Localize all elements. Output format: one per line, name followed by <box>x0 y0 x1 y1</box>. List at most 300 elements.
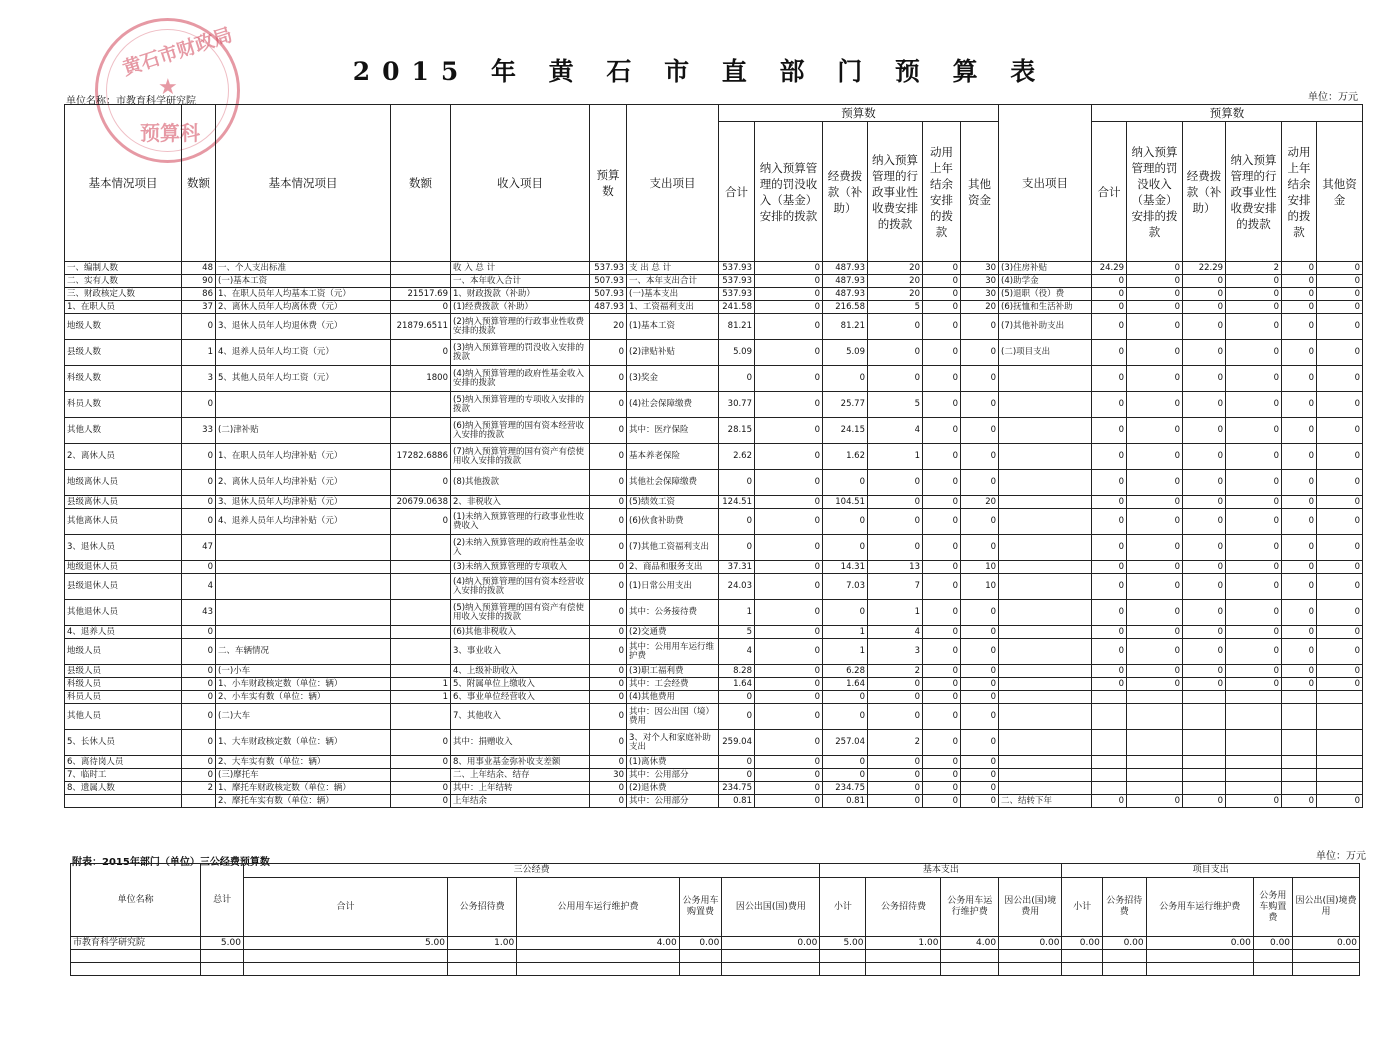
table-cell: 0 <box>961 600 999 626</box>
table-cell: 0.81 <box>823 795 868 808</box>
table-cell: 0 <box>923 392 961 418</box>
table-cell: 一、本年收入合计 <box>451 275 590 288</box>
table-row <box>65 288 1363 301</box>
table-cell: (6)抚恤和生活补助 <box>999 301 1092 314</box>
table-cell: 0 <box>868 340 923 366</box>
header-total-2: 合计 <box>1092 122 1127 262</box>
table-row <box>65 418 1363 444</box>
table-cell: (3)纳入预算管理的罚没收入安排的拨款 <box>451 340 590 366</box>
table-cell: 7.03 <box>823 574 868 600</box>
annex-header-project-vehicle-purchase: 公务用车购置费 <box>1253 878 1292 937</box>
table-cell: 二、上年结余、结存 <box>451 769 590 782</box>
seal-top-text: 黄石市财政局 <box>119 23 236 81</box>
table-cell: 487.93 <box>823 275 868 288</box>
table-cell: 124.51 <box>719 496 755 509</box>
table-cell: 0 <box>590 418 627 444</box>
table-cell: (2)退休费 <box>627 782 719 795</box>
annex-cell <box>866 963 941 976</box>
table-cell: 0 <box>1317 275 1363 288</box>
table-cell <box>216 392 391 418</box>
table-cell: 科级人数 <box>65 366 182 392</box>
main-budget-table <box>64 104 1363 808</box>
table-cell: 其他人数 <box>65 418 182 444</box>
annex-cell: 0.00 <box>679 937 722 950</box>
table-cell: 二、结转下年 <box>999 795 1092 808</box>
table-cell: 3、退休人员年人均退休费（元） <box>216 314 391 340</box>
table-cell: 22.29 <box>1183 262 1226 275</box>
table-cell: 33 <box>182 418 216 444</box>
header-amount: 数额 <box>391 105 451 262</box>
table-cell: 0 <box>1226 301 1282 314</box>
table-cell: 0 <box>823 470 868 496</box>
table-cell: 0 <box>1183 418 1226 444</box>
table-cell: 0 <box>1183 444 1226 470</box>
table-cell: 1、在职人员年人均基本工资（元） <box>216 288 391 301</box>
table-cell: 0 <box>391 730 451 756</box>
table-cell <box>999 366 1092 392</box>
table-cell: (3)未纳入预算管理的专项收入 <box>451 561 590 574</box>
table-cell: 8、遗属人数 <box>65 782 182 795</box>
table-cell: (二)项目支出 <box>999 340 1092 366</box>
table-cell: 1 <box>391 691 451 704</box>
table-cell: 5 <box>868 301 923 314</box>
annex-cell <box>1102 950 1146 963</box>
table-cell: (5)绩效工资 <box>627 496 719 509</box>
annex-cell: 1.00 <box>866 937 941 950</box>
table-cell <box>999 561 1092 574</box>
table-cell: 8.28 <box>719 665 755 678</box>
table-row <box>65 600 1363 626</box>
table-cell: 0 <box>182 509 216 535</box>
table-cell: 1、在职人员 <box>65 301 182 314</box>
table-cell <box>216 561 391 574</box>
table-cell: 0 <box>1183 366 1226 392</box>
header-income-item: 收入项目 <box>451 105 590 262</box>
table-cell: (一)基本工资 <box>216 275 391 288</box>
table-cell <box>1127 704 1183 730</box>
table-cell: 0 <box>823 704 868 730</box>
table-cell <box>999 392 1092 418</box>
table-cell: 0 <box>1226 340 1282 366</box>
table-cell: 0 <box>868 756 923 769</box>
table-cell: 0 <box>1317 262 1363 275</box>
table-cell: 0 <box>1183 470 1226 496</box>
table-cell <box>999 665 1092 678</box>
table-cell: 0 <box>1317 366 1363 392</box>
table-cell: 0 <box>1183 496 1226 509</box>
table-cell: 0 <box>923 626 961 639</box>
table-cell: 0 <box>1092 496 1127 509</box>
table-cell: 0 <box>923 535 961 561</box>
table-cell: 0 <box>182 665 216 678</box>
table-cell: 0 <box>961 366 999 392</box>
table-cell: 1.64 <box>823 678 868 691</box>
table-cell: 0 <box>1092 678 1127 691</box>
table-cell: 三、财政核定人数 <box>65 288 182 301</box>
table-cell: 20 <box>868 262 923 275</box>
table-cell: 0 <box>1092 301 1127 314</box>
table-cell: 507.93 <box>590 288 627 301</box>
table-cell: 0 <box>961 470 999 496</box>
table-cell: 2、摩托车实有数（单位：辆） <box>216 795 391 808</box>
table-cell: 3、退休人员年人均津补贴（元） <box>216 496 391 509</box>
table-cell: 0 <box>923 301 961 314</box>
table-cell: 0 <box>1317 392 1363 418</box>
annex-cell <box>679 950 722 963</box>
table-cell: 0 <box>823 535 868 561</box>
page-title: 2015 年 黄 石 市 直 部 门 预 算 表 <box>352 57 1048 86</box>
table-cell: 0 <box>1127 639 1183 665</box>
table-cell: 其中：捐赠收入 <box>451 730 590 756</box>
header-total: 合计 <box>719 122 755 262</box>
table-cell: 0 <box>1226 275 1282 288</box>
table-cell: (8)其他拨款 <box>451 470 590 496</box>
annex-cell <box>722 950 820 963</box>
table-cell: 0 <box>868 366 923 392</box>
table-cell: 0 <box>923 678 961 691</box>
table-cell: 县级人员 <box>65 665 182 678</box>
table-cell: (4)其他费用 <box>627 691 719 704</box>
table-cell: 0 <box>1183 626 1226 639</box>
table-cell: 0 <box>961 639 999 665</box>
table-cell: 0 <box>1092 600 1127 626</box>
table-cell: 5 <box>868 392 923 418</box>
table-cell: 0 <box>719 691 755 704</box>
annex-cell <box>71 963 201 976</box>
table-cell: 3、对个人和家庭补助支出 <box>627 730 719 756</box>
table-cell: 0 <box>1183 639 1226 665</box>
table-cell: 其中：公用部分 <box>627 769 719 782</box>
annex-cell <box>517 950 680 963</box>
table-cell: 其中：因公出国（境）费用 <box>627 704 719 730</box>
table-cell: 0 <box>1183 509 1226 535</box>
table-cell: 0 <box>1183 392 1226 418</box>
table-cell: (3)职工福利费 <box>627 665 719 678</box>
table-cell: 0 <box>823 366 868 392</box>
table-cell: 0 <box>1183 288 1226 301</box>
annex-cell: 0.00 <box>999 937 1062 950</box>
table-cell: 0 <box>923 782 961 795</box>
annex-unit-label: 单位：万元 <box>1316 851 1366 862</box>
table-cell: (三)摩托车 <box>216 769 391 782</box>
table-cell: 25.77 <box>823 392 868 418</box>
table-cell: (6)纳入预算管理的国有资本经营收入安排的拨款 <box>451 418 590 444</box>
table-cell: 0 <box>1226 574 1282 600</box>
table-cell: 0 <box>923 665 961 678</box>
table-cell <box>1183 704 1226 730</box>
annex-cell: 4.00 <box>941 937 999 950</box>
annex-cell <box>999 963 1062 976</box>
annex-cell <box>448 963 517 976</box>
table-cell: 0 <box>1226 535 1282 561</box>
table-cell: 其他退休人员 <box>65 600 182 626</box>
table-cell: 0 <box>923 314 961 340</box>
table-cell <box>999 535 1092 561</box>
table-cell: 科员人员 <box>65 691 182 704</box>
table-cell: 7 <box>868 574 923 600</box>
table-cell: 216.58 <box>823 301 868 314</box>
table-cell: 0 <box>755 574 823 600</box>
table-cell: 0 <box>961 418 999 444</box>
table-cell: (一)小车 <box>216 665 391 678</box>
table-cell: 0 <box>1127 301 1183 314</box>
annex-cell <box>243 963 447 976</box>
table-cell: 0 <box>961 756 999 769</box>
table-cell: 20 <box>590 314 627 340</box>
table-cell <box>999 782 1092 795</box>
table-cell <box>1282 769 1317 782</box>
table-cell: 0 <box>182 769 216 782</box>
table-cell: 0 <box>1127 470 1183 496</box>
table-cell: 2 <box>868 730 923 756</box>
table-cell: (6)其他非税收入 <box>451 626 590 639</box>
table-cell: 1、工资福利支出 <box>627 301 719 314</box>
table-cell: 0 <box>1127 626 1183 639</box>
table-cell: 5、长休人员 <box>65 730 182 756</box>
table-cell: 2、离休人员 <box>65 444 182 470</box>
annex-cell <box>679 963 722 976</box>
table-cell: 2、小车实有数（单位：辆） <box>216 691 391 704</box>
table-cell: 0 <box>755 366 823 392</box>
table-cell: 0 <box>868 704 923 730</box>
table-cell: 21879.6511 <box>391 314 451 340</box>
table-cell: (1)离休费 <box>627 756 719 769</box>
currency-unit-label: 单位：万元 <box>1308 92 1358 103</box>
table-cell: 0 <box>823 691 868 704</box>
sangong-expense-table <box>70 863 1360 976</box>
table-cell: 0 <box>923 275 961 288</box>
table-cell: 0 <box>1092 574 1127 600</box>
seal-bottom-text: 预算科 <box>140 121 200 145</box>
table-cell: 0 <box>1127 600 1183 626</box>
header-expense-item: 支出项目 <box>627 105 719 262</box>
table-cell: 257.04 <box>823 730 868 756</box>
table-cell: 县级人数 <box>65 340 182 366</box>
table-cell: (1)未纳入预算管理的行政事业性收费收入 <box>451 509 590 535</box>
table-cell <box>216 600 391 626</box>
table-cell: 0 <box>1226 392 1282 418</box>
table-cell: 0 <box>868 678 923 691</box>
table-cell: 0 <box>182 639 216 665</box>
table-cell: 0 <box>1092 418 1127 444</box>
table-cell: 0 <box>1092 392 1127 418</box>
annex-header-basic-vehicle-ops: 公务用车运行维护费 <box>941 878 999 937</box>
table-cell <box>999 496 1092 509</box>
annex-cell: 4.00 <box>517 937 680 950</box>
table-cell: 7、其他收入 <box>451 704 590 730</box>
table-cell: 0 <box>1282 626 1317 639</box>
annex-cell <box>448 950 517 963</box>
table-cell: 0 <box>823 756 868 769</box>
annex-cell: 0.00 <box>1062 937 1102 950</box>
table-cell: 0 <box>1282 561 1317 574</box>
table-cell: 地级离休人员 <box>65 470 182 496</box>
table-cell: 0 <box>1317 288 1363 301</box>
table-cell: 0 <box>590 600 627 626</box>
table-row <box>65 691 1363 704</box>
table-cell: 234.75 <box>719 782 755 795</box>
table-cell <box>999 704 1092 730</box>
table-cell: 地级人数 <box>65 314 182 340</box>
table-cell: 8、用事业基金弥补收支差额 <box>451 756 590 769</box>
table-cell: 0 <box>1127 665 1183 678</box>
table-cell: 81.21 <box>719 314 755 340</box>
table-cell <box>1183 782 1226 795</box>
table-cell: 0 <box>1092 509 1127 535</box>
table-cell: 0 <box>1127 288 1183 301</box>
table-row <box>65 340 1363 366</box>
table-cell: 1、大车财政核定数（单位：辆） <box>216 730 391 756</box>
table-cell: 0 <box>1317 496 1363 509</box>
table-cell: 其他人员 <box>65 704 182 730</box>
table-cell <box>1183 691 1226 704</box>
header-expense-item-2: 支出项目 <box>999 105 1092 262</box>
table-cell: 5、其他人员年人均工资（元） <box>216 366 391 392</box>
table-cell: 0 <box>1226 561 1282 574</box>
table-cell: 0 <box>923 574 961 600</box>
table-cell: 30 <box>961 275 999 288</box>
table-cell: (7)其他工资福利支出 <box>627 535 719 561</box>
table-cell: 2 <box>182 782 216 795</box>
annex-header-abroad: 因公出国(国)费用 <box>722 878 820 937</box>
table-cell: 1800 <box>391 366 451 392</box>
table-cell: 3、退休人员 <box>65 535 182 561</box>
annex-cell <box>1146 963 1253 976</box>
table-cell: 37.31 <box>719 561 755 574</box>
table-cell: (4)纳入预算管理的政府性基金收入安排的拨款 <box>451 366 590 392</box>
table-cell: 0 <box>1317 626 1363 639</box>
table-cell: 0 <box>755 782 823 795</box>
table-cell: 259.04 <box>719 730 755 756</box>
table-cell <box>1317 769 1363 782</box>
table-cell: 其他离休人员 <box>65 509 182 535</box>
annex-table-header <box>71 864 1360 937</box>
table-cell: 其中：公用部分 <box>627 795 719 808</box>
table-cell: 0 <box>923 769 961 782</box>
header-carryover-2: 动用上年结余安排的拨款 <box>1282 122 1317 262</box>
header-appropriation-2: 经费拨款（补助） <box>1183 122 1226 262</box>
table-cell: 0 <box>1226 639 1282 665</box>
table-cell: 0 <box>1183 314 1226 340</box>
table-cell <box>999 574 1092 600</box>
table-cell: 2、商品和服务支出 <box>627 561 719 574</box>
annex-header-unit-name: 单位名称 <box>71 864 201 937</box>
table-cell: 0 <box>755 639 823 665</box>
table-cell: 0 <box>590 795 627 808</box>
table-cell <box>391 262 451 275</box>
table-cell: 0 <box>182 756 216 769</box>
table-cell <box>1092 730 1127 756</box>
table-cell: 4、退养人员 <box>65 626 182 639</box>
table-cell: 0 <box>923 561 961 574</box>
table-row <box>65 561 1363 574</box>
table-cell <box>391 392 451 418</box>
table-cell: 0 <box>923 691 961 704</box>
table-cell: 6、事业单位经营收入 <box>451 691 590 704</box>
table-cell: 0 <box>868 795 923 808</box>
table-cell: 0 <box>719 769 755 782</box>
table-cell <box>999 769 1092 782</box>
annex-header-sangong: 三公经费 <box>243 864 819 878</box>
table-cell: 0 <box>391 470 451 496</box>
table-cell <box>999 418 1092 444</box>
table-cell: 0 <box>1317 600 1363 626</box>
table-cell: 0 <box>1282 275 1317 288</box>
table-cell: 487.93 <box>590 301 627 314</box>
table-cell: 20 <box>961 496 999 509</box>
table-cell: 0 <box>1317 795 1363 808</box>
table-cell: 2.62 <box>719 444 755 470</box>
table-cell: 0 <box>1317 470 1363 496</box>
table-cell: (7)纳入预算管理的国有资产有偿使用收入安排的拨款 <box>451 444 590 470</box>
table-cell: (2)未纳入预算管理的政府性基金收入 <box>451 535 590 561</box>
table-cell: 0 <box>1183 340 1226 366</box>
table-cell <box>999 756 1092 769</box>
table-cell: 1 <box>868 600 923 626</box>
table-cell: 0 <box>961 691 999 704</box>
annex-header-total: 总计 <box>201 864 244 937</box>
annex-cell <box>722 963 820 976</box>
table-cell: 0 <box>1282 496 1317 509</box>
table-cell: 0 <box>1092 795 1127 808</box>
table-cell: 0 <box>755 795 823 808</box>
table-cell: (6)伙食补助费 <box>627 509 719 535</box>
table-cell: 0 <box>961 782 999 795</box>
table-cell: 0 <box>868 691 923 704</box>
table-row <box>65 795 1363 808</box>
table-cell: 地级退休人员 <box>65 561 182 574</box>
table-cell: 3 <box>182 366 216 392</box>
main-table-header <box>65 105 1363 262</box>
table-cell <box>1282 756 1317 769</box>
table-cell: 0 <box>1317 678 1363 691</box>
table-cell: 537.93 <box>590 262 627 275</box>
table-cell: 0 <box>868 470 923 496</box>
table-cell <box>1127 730 1183 756</box>
table-cell: 0 <box>1183 795 1226 808</box>
table-cell: 0 <box>961 665 999 678</box>
table-cell: 0 <box>755 691 823 704</box>
table-cell: 0 <box>1226 314 1282 340</box>
table-cell: 0 <box>1226 418 1282 444</box>
table-cell: 0 <box>1282 418 1317 444</box>
table-cell: 0 <box>868 496 923 509</box>
table-cell: 0 <box>182 444 216 470</box>
table-cell: 0 <box>590 509 627 535</box>
table-cell: 5.09 <box>823 340 868 366</box>
table-cell: 0 <box>391 340 451 366</box>
table-cell: (5)纳入预算管理的国有资产有偿使用收入安排的拨款 <box>451 600 590 626</box>
table-cell: 0 <box>961 392 999 418</box>
table-cell <box>1282 691 1317 704</box>
table-cell: 0 <box>923 730 961 756</box>
table-cell: 0 <box>823 769 868 782</box>
table-cell: (2)交通费 <box>627 626 719 639</box>
table-row <box>65 496 1363 509</box>
annex-cell <box>820 963 866 976</box>
table-cell: 0 <box>1282 262 1317 275</box>
table-cell: 0 <box>1317 574 1363 600</box>
table-cell: 0 <box>755 418 823 444</box>
table-cell: 1 <box>823 626 868 639</box>
table-cell: 2 <box>868 665 923 678</box>
table-cell: 0 <box>182 691 216 704</box>
table-row <box>65 444 1363 470</box>
table-cell: 0 <box>1127 496 1183 509</box>
table-cell: 10 <box>961 561 999 574</box>
table-row <box>65 782 1363 795</box>
table-cell: 科级人员 <box>65 678 182 691</box>
